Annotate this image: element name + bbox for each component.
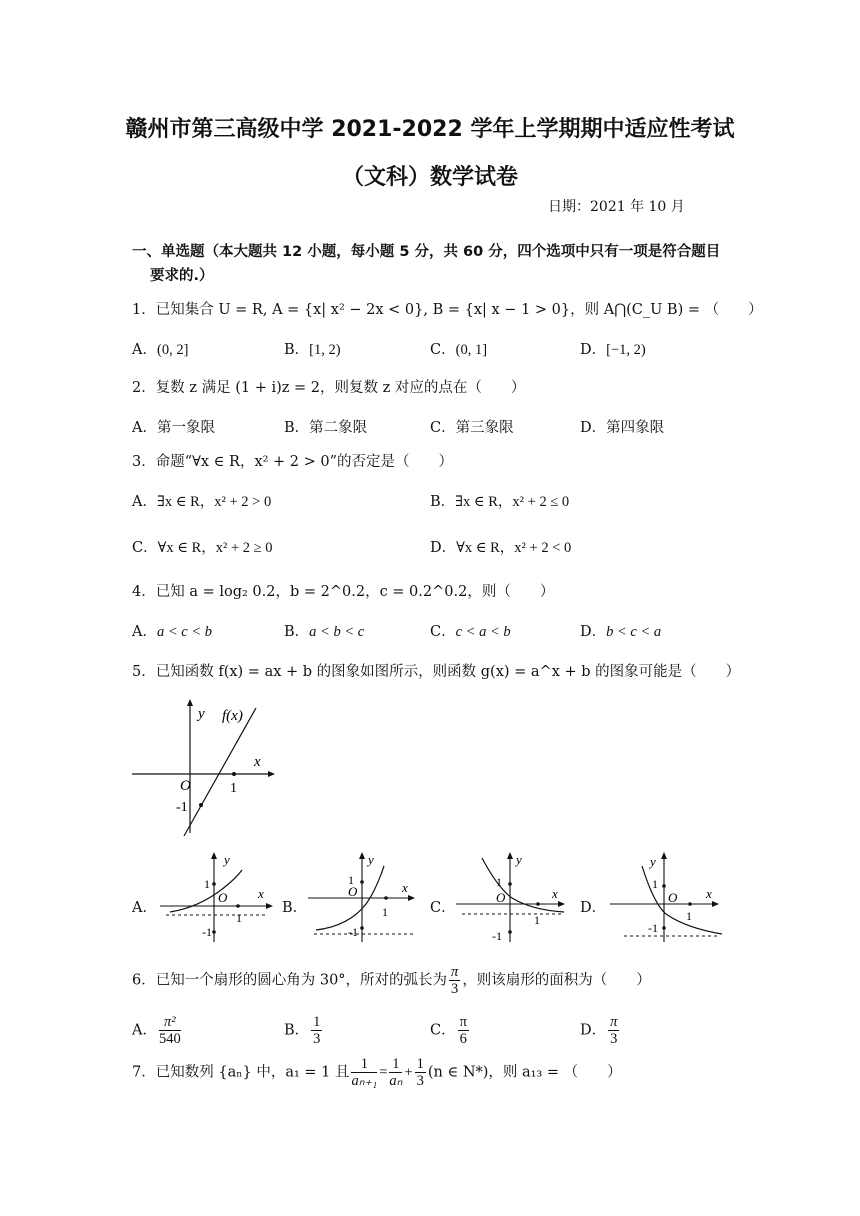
q1-option-d: D．[−1, 2) (580, 342, 646, 358)
q1-option-c: C．(0, 1] (430, 342, 488, 358)
q3-option-b: B．∃x ∈ R，x² + 2 ≤ 0 (430, 494, 570, 510)
q6-option-b: B． $\frac{1}{3}$ (284, 1014, 321, 1047)
q5-graph-d (606, 852, 726, 944)
q1-option-b: B．[1, 2) (284, 342, 341, 358)
question-text: 已知集合 U = R, A = {x| x² − 2x < 0}, B = {x| x − 1 > 0}，则 A⋂(C_U B) = （ ） (155, 302, 763, 318)
svg-text:1: 1 (348, 873, 354, 887)
q3-option-c: C．∀x ∈ R，x² + 2 ≥ 0 (132, 540, 273, 556)
q2-option-c: C．第三象限 (430, 420, 514, 436)
svg-text:1: 1 (496, 875, 502, 889)
svg-text:-1: -1 (648, 921, 658, 935)
q3-option-d: D．∀x ∈ R，x² + 2 < 0 (430, 540, 572, 556)
svg-text:-1: -1 (348, 925, 358, 939)
section-heading: 一、单选题（本大题共 12 小题，每小题 5 分，共 60 分，四个选项中只有一项是符合题目 (132, 244, 721, 260)
question-6: 6．已知一个扇形的圆心角为 30°，所对的弧长为 $\frac{\pi}{3}$ ，则该扇形的面积为（ ） (132, 964, 651, 997)
tick-label-neg1: -1 (176, 800, 188, 815)
section-heading-cont: 要求的.） (150, 268, 214, 284)
svg-text:1: 1 (686, 909, 692, 923)
svg-text:O: O (218, 890, 228, 905)
svg-text:O: O (496, 890, 506, 905)
svg-text:x: x (552, 886, 558, 901)
q6-option-a: A． $\frac{\text{π²}}{540}$ (132, 1014, 181, 1047)
exam-date: 日期：2021 年 10 月 (548, 199, 685, 215)
q5-main-graph (128, 698, 278, 838)
q5-graph-b (304, 852, 424, 944)
question-2: 2．复数 z 满足 (1 + i)z = 2，则复数 z 对应的点在（ ） (132, 380, 526, 396)
q4-option-c: C．c < a < b (430, 624, 511, 640)
svg-text:y: y (650, 854, 656, 869)
q2-option-d: D．第四象限 (580, 420, 665, 436)
svg-text:1: 1 (534, 913, 540, 927)
q4-option-b: B．a < b < c (284, 624, 365, 640)
question-number: 1． (132, 302, 156, 318)
q5-option-b: B． (282, 900, 308, 916)
q2-option-a: A．第一象限 (132, 420, 215, 436)
origin-label: O (180, 778, 191, 794)
q5-graph-a (156, 852, 276, 944)
svg-text:1: 1 (204, 877, 210, 891)
x-axis-label: x (254, 754, 261, 770)
q6-option-d: D． $\frac{\pi}{3}$ (580, 1014, 618, 1047)
q5-option-d: D． (580, 900, 607, 916)
q6-option-c: C． $\frac{\pi}{6}$ (430, 1014, 467, 1047)
svg-text:x: x (706, 886, 712, 901)
svg-text:x: x (258, 886, 264, 901)
tick-label-1: 1 (230, 781, 237, 796)
question-7: 7．已知数列 {aₙ} 中，a₁ = 1 且 $\frac{1}{\text{aₙ₊₁}}$ = $\frac{1}{\text{aₙ}}$ + $\frac{1}{3}$ (n ∈ N*)，则 a₁₃ = （ ） (132, 1056, 622, 1089)
svg-text:y: y (368, 852, 374, 867)
svg-text:1: 1 (382, 905, 388, 919)
svg-text:x: x (402, 880, 408, 895)
y-axis-label: y (198, 706, 205, 722)
svg-text:-1: -1 (492, 929, 502, 943)
svg-text:-1: -1 (202, 925, 212, 939)
svg-text:O: O (348, 884, 358, 899)
svg-text:y: y (516, 852, 522, 867)
question-1 (132, 298, 763, 319)
q3-option-a: A．∃x ∈ R，x² + 2 > 0 (132, 494, 272, 510)
q2-option-b: B．第二象限 (284, 420, 368, 436)
q4-option-d: D．b < c < a (580, 624, 662, 640)
question-4: 4．已知 a = log₂ 0.2，b = 2^0.2，c = 0.2^0.2，则（ ） (132, 584, 555, 600)
fraction: $\frac{\pi}{3}$ (451, 964, 459, 997)
question-3: 3．命题“∀x ∈ R，x² + 2 > 0”的否定是（ ） (132, 454, 454, 470)
svg-text:1: 1 (652, 877, 658, 891)
page-title: 赣州市第三高级中学 2021-2022 学年上学期期中适应性考试 (125, 117, 735, 142)
q1-option-a: A．(0, 2] (132, 342, 189, 358)
q5-option-a: A． (132, 900, 157, 916)
page-subtitle: （文科）数学试卷 (341, 165, 518, 190)
q5-option-c: C． (430, 900, 456, 916)
q4-option-a: A．a < c < b (132, 624, 212, 640)
fx-label: f(x) (222, 708, 243, 724)
q5-graph-c (452, 852, 572, 944)
svg-text:O: O (668, 890, 678, 905)
svg-text:y: y (224, 852, 230, 867)
svg-text:1: 1 (236, 911, 242, 925)
question-5: 5．已知函数 f(x) = ax + b 的图象如图所示，则函数 g(x) = a^x + b 的图象可能是（ ） (132, 664, 741, 680)
